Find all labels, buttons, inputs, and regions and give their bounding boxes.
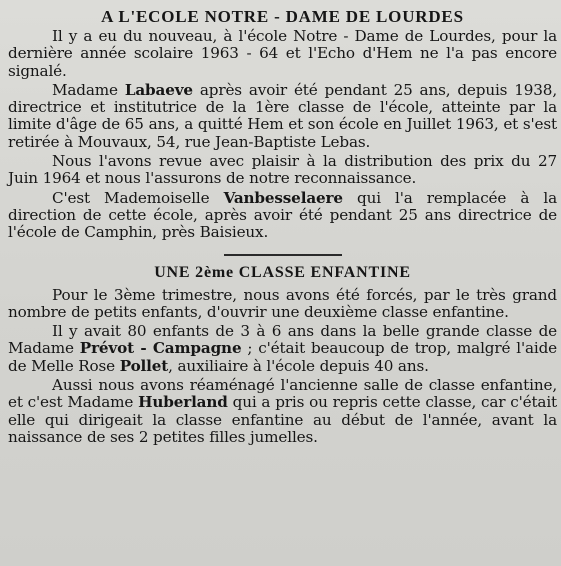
person-name: Pollet bbox=[119, 356, 169, 375]
text-run: C'est Mademoiselle bbox=[52, 188, 224, 207]
paragraph bbox=[8, 153, 557, 188]
bleed-through-top bbox=[10, 0, 551, 5]
article-ecole-notre-dame bbox=[8, 6, 557, 242]
article-title: A L'ECOLE NOTRE - DAME DE LOURDES bbox=[101, 7, 464, 26]
paragraph bbox=[8, 82, 557, 151]
text-run: ; c'était beaucoup de trop, malgré l'aide de Melle Rose bbox=[8, 339, 557, 375]
text-run: Pour le 3ème trimestre, nous avons été forcés, par le très grand nombre de petits enfants, d'ouvrir une deuxième classe enfantine. bbox=[8, 285, 557, 321]
paragraph bbox=[8, 323, 557, 375]
person-name: Labaeve bbox=[124, 80, 193, 99]
text-run: après avoir été pendant 25 ans, depuis 1938, directrice et institutrice de la 1ère classe de l'école, atteinte par la limite d'âge de 65 ans, a quitté Hem et son école en Juillet 1963, et s'est retirée à Mouvaux, 54, rue Jean-Baptiste Lebas. bbox=[8, 80, 557, 151]
text-run: qui a pris ou repris cette classe, car c'était elle qui dirigeait la classe enfantine au début de l'année, avant la naissance de ses 2 petites filles jumelles. bbox=[8, 393, 557, 446]
paragraph bbox=[8, 28, 557, 80]
text-run: Il y avait 80 enfants de 3 à 6 ans dans la belle grande classe de Madame bbox=[8, 322, 557, 358]
paragraph bbox=[8, 377, 557, 446]
article-body bbox=[8, 287, 557, 447]
article-title: UNE 2ème CLASSE ENFANTINE bbox=[154, 263, 411, 281]
text-run: qui l'a remplacée à la direction de cette école, après avoir été pendant 25 ans directrice de l'école de Camphin, près Baisieux. bbox=[8, 188, 557, 242]
section-divider bbox=[224, 254, 342, 256]
text-run: Aussi nous avons réaménagé l'ancienne salle de classe enfantine, et c'est Madame bbox=[8, 376, 557, 412]
text-run: Nous l'avons revue avec plaisir à la distribution des prix du 27 Juin 1964 et nous l'assurons de notre reconnaissance. bbox=[8, 152, 557, 188]
text-run: Madame bbox=[52, 80, 125, 99]
person-name: Prévot - Campagne bbox=[79, 339, 242, 358]
paragraph bbox=[8, 190, 557, 242]
article-body bbox=[8, 28, 557, 242]
person-name: Vanbesselaere bbox=[223, 188, 343, 207]
text-run: Il y a eu du nouveau, à l'école Notre - Dame de Lourdes, pour la dernière année scolaire 1963 - 64 et l'Echo d'Hem ne l'a pas encore signalé. bbox=[8, 27, 557, 80]
article-classe-enfantine bbox=[8, 262, 557, 447]
text-run: , auxiliaire à l'école depuis 40 ans. bbox=[168, 356, 429, 375]
paragraph bbox=[8, 287, 557, 322]
person-name: Huberland bbox=[138, 393, 228, 412]
